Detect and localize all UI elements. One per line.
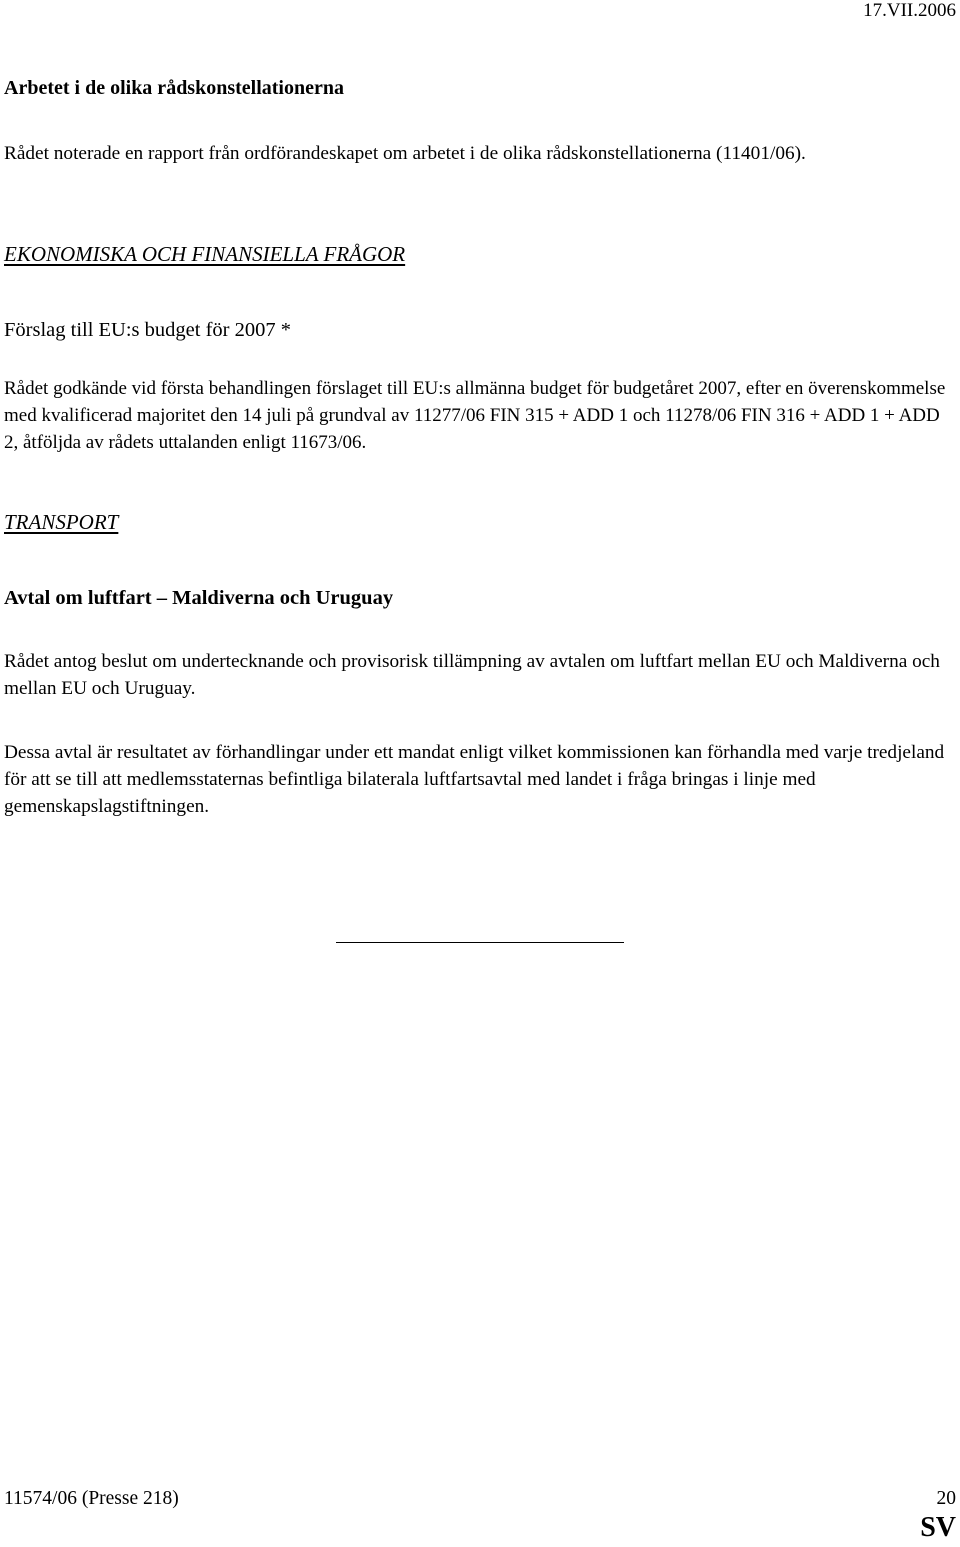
section-heading-economic: EKONOMISKA OCH FINANSIELLA FRÅGOR xyxy=(4,242,406,266)
document-date: 17.VII.2006 xyxy=(863,0,956,21)
aviation-paragraph-2: Dessa avtal är resultatet av förhandlingar under ett mandat enligt vilket kommissionen kan förhandla med varje tredjeland för att se till att medlemsstaternas befintliga bilaterala luftfartsavtal med landet i fråga bringas i linje med gemenskapslagstiftningen. xyxy=(4,742,945,817)
section-heading-council-work: Arbetet i de olika rådskonstellationerna xyxy=(4,77,344,99)
budget-subheading: Förslag till EU:s budget för 2007 * xyxy=(4,319,291,341)
aviation-paragraph-1: Rådet antog beslut om undertecknande och provisorisk tillämpning av avtalen om luftfart mellan EU och Maldiverna och mellan EU och Uruguay. xyxy=(4,651,940,699)
footer-language-code: SV xyxy=(920,1512,956,1543)
footer-doc-reference: 11574/06 (Presse 218) xyxy=(4,1488,179,1509)
council-work-paragraph: Rådet noterade en rapport från ordförandeskapet om arbetet i de olika rådskonstellationerna (11401/06). xyxy=(4,143,806,164)
section-heading-transport: TRANSPORT xyxy=(4,510,119,534)
separator-rule xyxy=(336,942,624,943)
budget-paragraph: Rådet godkände vid första behandlingen förslaget till EU:s allmänna budget för budgetåret 2007, efter en överenskommelse med kvalificerad majoritet den 14 juli på grundval av 11277/06 FIN 315 + ADD 1 och 11278/06 FIN 316 + ADD 1 + ADD 2, åtföljda av rådets uttalanden enligt 11673/06. xyxy=(4,378,946,453)
footer-page-number: 20 xyxy=(936,1488,956,1509)
aviation-subheading: Avtal om luftfart – Maldiverna och Uruguay xyxy=(4,587,394,609)
